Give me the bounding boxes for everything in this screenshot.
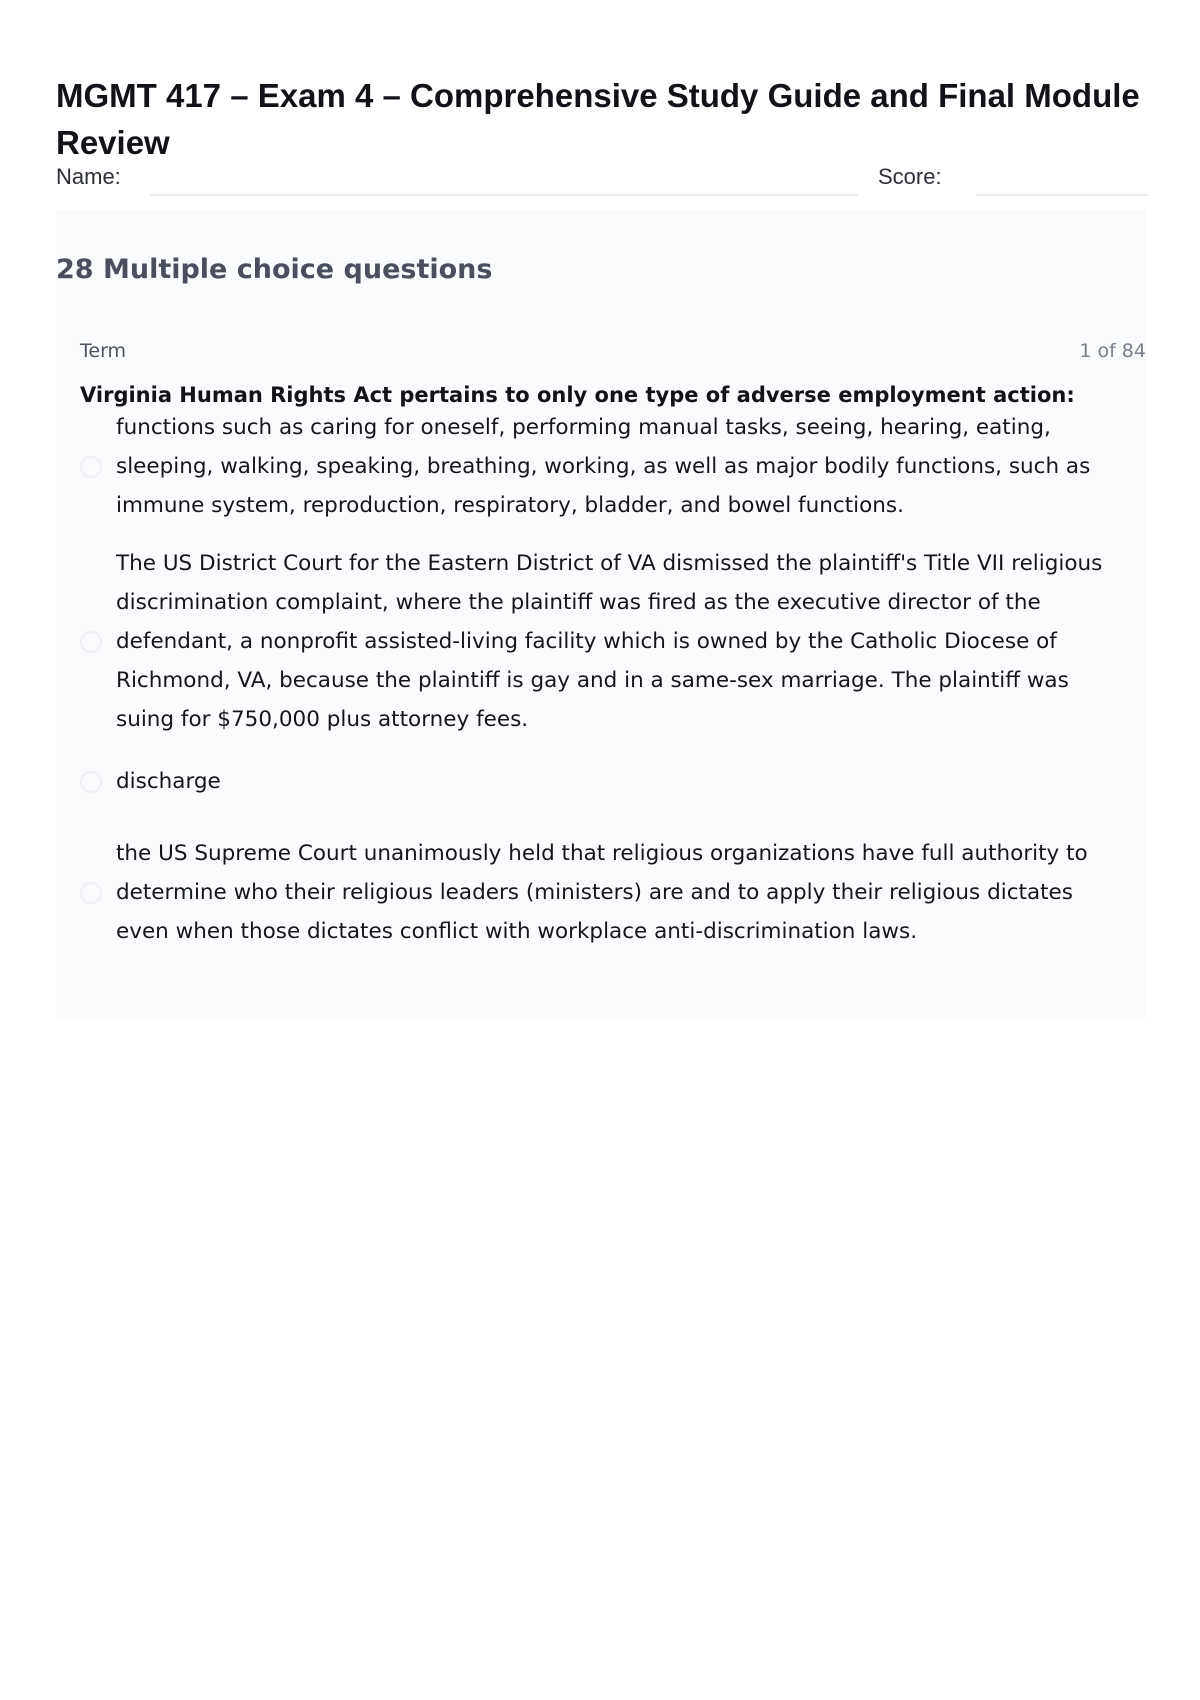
radio-button-icon[interactable] [80, 456, 102, 478]
term-label: Term [80, 340, 127, 362]
radio-button-icon[interactable] [80, 631, 102, 653]
answer-option-text: discharge [116, 769, 221, 794]
question-counter: 1 of 84 [1079, 340, 1146, 362]
name-field[interactable] [150, 194, 858, 196]
answer-option-text: functions such as caring for oneself, performing manual tasks, seeing, hearing, eating, sleeping, walking, speaking, breathing, working, as well as major bodily functions, such as immune system, reproduction, respiratory, bladder, and bowel functions. [116, 415, 1091, 518]
score-field[interactable] [976, 194, 1148, 196]
radio-button-icon[interactable] [80, 882, 102, 904]
radio-button-icon[interactable] [80, 771, 102, 793]
name-score-row [56, 160, 1148, 200]
answer-option-text: the US Supreme Court unanimously held that religious organizations have full authority to determine who their religious leaders (ministers) are and to apply their religious dictates even when those dictates conflict with workplace anti-discrimination laws. [116, 841, 1088, 944]
answer-option-3[interactable] [80, 762, 1146, 801]
answer-option-2[interactable] [80, 544, 1146, 739]
answer-option-4[interactable] [80, 834, 1146, 951]
answer-option-1[interactable] [80, 408, 1146, 525]
score-label: Score: [878, 164, 942, 189]
question-card [56, 210, 1146, 1020]
answer-option-text: The US District Court for the Eastern District of VA dismissed the plaintiff's Title VII religious discrimination complaint, where the plaintiff was fired as the executive director of the defendant, a nonprofit assisted-living facility which is owned by the Catholic Diocese of Richmond, VA, because the plaintiff is gay and in a same-sex marriage. The plaintiff was suing for $750,000 plus attorney fees. [116, 551, 1103, 732]
question-text: Virginia Human Rights Act pertains to only one type of adverse employment action: [80, 383, 1075, 407]
name-label: Name: [56, 164, 121, 189]
document-title: MGMT 417 – Exam 4 – Comprehensive Study Guide and Final Module Review [56, 77, 1140, 161]
section-heading: 28 Multiple choice questions [56, 254, 493, 285]
